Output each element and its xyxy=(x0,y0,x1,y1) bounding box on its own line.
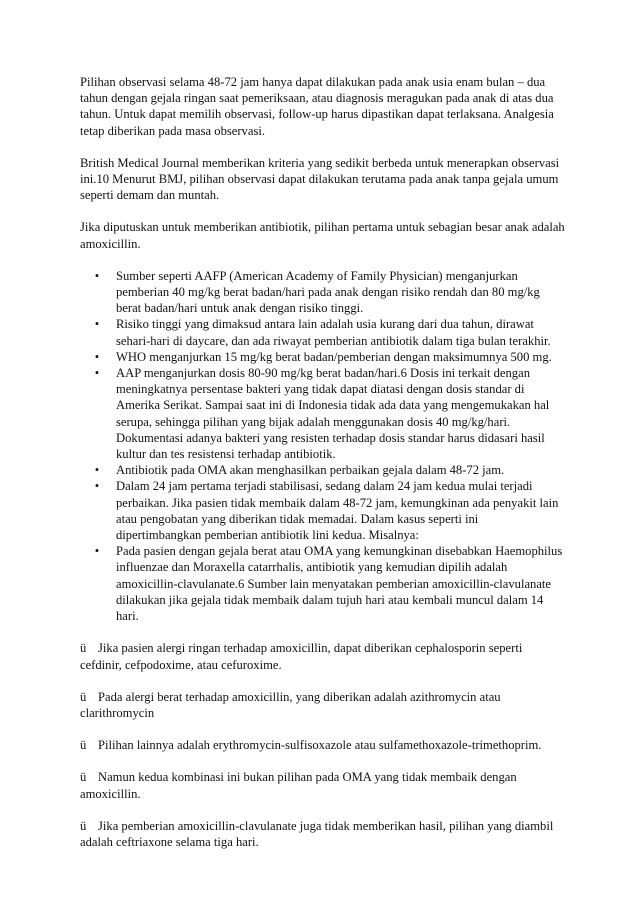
list-item xyxy=(80,268,566,317)
check-item xyxy=(80,818,566,850)
checkmark-icon: ü xyxy=(80,818,87,833)
document-page xyxy=(80,74,566,866)
checkmark-icon: ü xyxy=(80,689,87,704)
list-item-text: Antibiotik pada OMA akan menghasilkan perbaikan gejala dalam 48-72 jam. xyxy=(116,463,505,478)
bullet-icon: • xyxy=(94,349,100,364)
list-item xyxy=(80,349,566,365)
check-item-text: Jika pasien alergi ringan terhadap amoxicillin, dapat diberikan cephalosporin seperti cefdinir, cefpodoxime, atau cefuroxime. xyxy=(80,641,523,672)
bullet-icon: • xyxy=(94,317,100,332)
checkmark-icon: ü xyxy=(80,738,87,753)
bullet-list xyxy=(80,268,566,624)
check-item xyxy=(80,640,566,672)
bullet-icon: • xyxy=(94,544,100,559)
check-item xyxy=(80,737,566,753)
bullet-icon: • xyxy=(94,268,100,283)
checkmark-icon: ü xyxy=(80,641,87,656)
paragraph-antibiotic-choice: Jika diputuskan untuk memberikan antibiotik, pilihan pertama untuk sebagian besar anak adalah amoxicillin. xyxy=(80,220,565,251)
check-item xyxy=(80,689,566,721)
list-item-text: Risiko tinggi yang dimaksud antara lain adalah usia kurang dari dua tahun, dirawat sehari-hari di daycare, dan ada riwayat pemberian antibiotik dalam tiga bulan terakhir. xyxy=(116,317,551,348)
bullet-icon: • xyxy=(94,463,100,478)
list-item-text: Sumber seperti AAFP (American Academy of Family Physician) menganjurkan pemberian 40 mg/kg berat badan/hari pada anak dengan risiko rendah dan 80 mg/kg berat badan/hari untuk anak dengan risiko tinggi. xyxy=(116,268,540,316)
bullet-icon: • xyxy=(94,479,100,494)
list-item-text: Dalam 24 jam pertama terjadi stabilisasi, sedang dalam 24 jam kedua mulai terjadi perbaikan. Jika pasien tidak membaik dalam 48-72 jam, kemungkinan ada penyakit lain atau pengobatan yang diberikan tidak memadai. Dalam kasus seperti ini dipertimbangkan pemberian antibiotik lini kedua. Misalnya: xyxy=(116,479,559,543)
list-item xyxy=(80,365,566,462)
list-item xyxy=(80,316,566,348)
paragraph-observation: Pilihan observasi selama 48-72 jam hanya dapat dilakukan pada anak usia enam bulan – dua tahun dengan gejala ringan saat pemeriksaan, atau diagnosis meragukan pada anak di atas dua tahun. Untuk dapat memilih observasi, follow-up harus dipastikan dapat terlaksana. Analgesia tetap diberikan pada masa observasi. xyxy=(80,75,554,138)
check-item-text: Pada alergi berat terhadap amoxicillin, yang diberikan adalah azithromycin atau clarithromycin xyxy=(80,689,501,720)
check-item xyxy=(80,769,566,801)
paragraph-bmj-criteria: British Medical Journal memberikan kriteria yang sedikit berbeda untuk menerapkan observasi ini.10 Menurut BMJ, pilihan observasi dapat dilakukan terutama pada anak tanpa gejala umum seperti demam dan muntah. xyxy=(80,155,560,203)
bullet-icon: • xyxy=(94,366,100,381)
list-item-text: AAP menganjurkan dosis 80-90 mg/kg berat badan/hari.6 Dosis ini terkait dengan meningkatnya persentase bakteri yang tidak dapat diatasi dengan dosis standar di Amerika Serikat. Sampai saat ini di Indonesia tidak ada data yang mengemukakan hal serupa, sehingga pilihan yang bijak adalah menggunakan dosis 40 mg/kg/hari. Dokumentasi adanya bakteri yang resisten terhadap dosis standar harus didasari hasil kultur dan tes resistensi terhadap antibiotik. xyxy=(116,366,550,462)
list-item xyxy=(80,478,566,543)
list-item-text: Pada pasien dengan gejala berat atau OMA yang kemungkinan disebabkan Haemophilus influenzae dan Moraxella catarrhalis, antibiotik yang kemudian dipilih adalah amoxicillin-clavulanate.6 Sumber lain menyatakan pemberian amoxicillin-clavulanate dilakukan jika gejala tidak membaik dalam tujuh hari atau kembali muncul dalam 14 hari. xyxy=(116,544,563,624)
check-item-text: Namun kedua kombinasi ini bukan pilihan pada OMA yang tidak membaik dengan amoxicillin. xyxy=(80,770,517,801)
checkmark-icon: ü xyxy=(80,770,87,785)
check-item-text: Jika pemberian amoxicillin-clavulanate juga tidak memberikan hasil, pilihan yang diambil adalah ceftriaxone selama tiga hari. xyxy=(80,818,554,849)
list-item-text: WHO menganjurkan 15 mg/kg berat badan/pemberian dengan maksimumnya 500 mg. xyxy=(116,349,552,364)
list-item xyxy=(80,543,566,624)
list-item xyxy=(80,462,566,478)
check-item-text: Pilihan lainnya adalah erythromycin-sulfisoxazole atau sulfamethoxazole-trimethoprim. xyxy=(98,738,542,753)
